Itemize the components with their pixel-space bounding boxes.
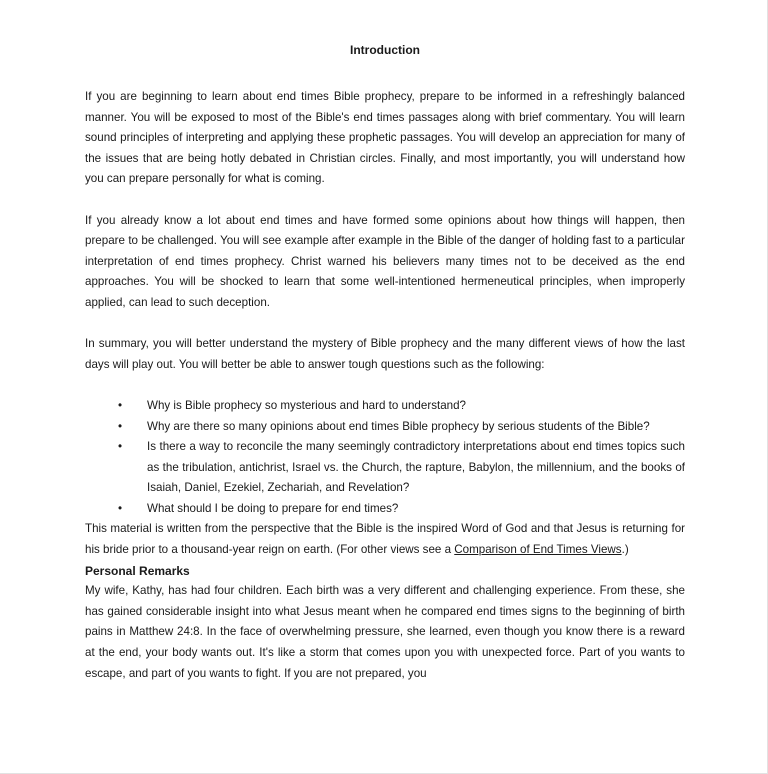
- paragraph-personal: My wife, Kathy, has had four children. Each birth was a very different and challenging experience. From these, she has gained considerable insight into what Jesus meant when he compared end times signs to the beginning of birth pains in Matthew 24:8. In the face of overwhelming pressure, she learned, even though you know there is a reward at the end, your body wants out. It's like a storm that comes upon you with unexpected force. Part of you wants to escape, and part of you wants to fight. If you are not prepared, you: [85, 584, 685, 680]
- list-item: • Why is Bible prophecy so mysterious and hard to understand?: [85, 396, 685, 417]
- paragraph-perspective: [85, 519, 685, 560]
- question-list: [85, 396, 685, 520]
- list-item: • Is there a way to reconcile the many seemingly contradictory interpretations about end times topics such as the tribulation, antichrist, Israel vs. the Church, the rapture, Babylon, the millennium, and the books of Isaiah, Daniel, Ezekiel, Zechariah, and Revelation?: [85, 437, 685, 499]
- document-title: Introduction: [350, 43, 420, 57]
- perspective-text-end: .): [621, 543, 629, 557]
- paragraph-intro: If you are beginning to learn about end times Bible prophecy, prepare to be informed in a refreshingly balanced manner. You will be exposed to most of the Bible's end times passages along with brief commentary. You will learn sound principles of interpreting and applying these prophetic passages. You will develop an appreciation for many of the issues that are being hotly debated in Christian circles. Finally, and most importantly, you will understand how you can prepare personally for what is coming.: [85, 90, 685, 186]
- comparison-link[interactable]: Comparison of End Times Views: [454, 543, 622, 557]
- list-item: • What should I be doing to prepare for end times?: [85, 499, 685, 520]
- paragraph-summary: In summary, you will better understand the mystery of Bible prophecy and the many different views of how the last days will play out. You will better be able to answer tough questions such as the following:: [85, 337, 685, 371]
- document-body: [85, 40, 685, 684]
- perspective-text: This material is written from the perspective that the Bible is the inspired Word of God and that Jesus is returning for his bride prior to a thousand-year reign on earth. (For other views see a: [85, 522, 685, 557]
- paragraph-challenge: If you already know a lot about end times and have formed some opinions about how things will happen, then prepare to be challenged. You will see example after example in the Bible of the danger of holding fast to a particular interpretation of end times prophecy. Christ warned his believers many times not to be deceived as the end approaches. You will be shocked to learn that some well-intentioned hermeneutical principles, when improperly applied, can lead to such deception.: [85, 213, 685, 309]
- list-item: • Why are there so many opinions about end times Bible prophecy by serious students of the Bible?: [85, 417, 685, 438]
- section-heading-personal-remarks: Personal Remarks: [85, 563, 190, 578]
